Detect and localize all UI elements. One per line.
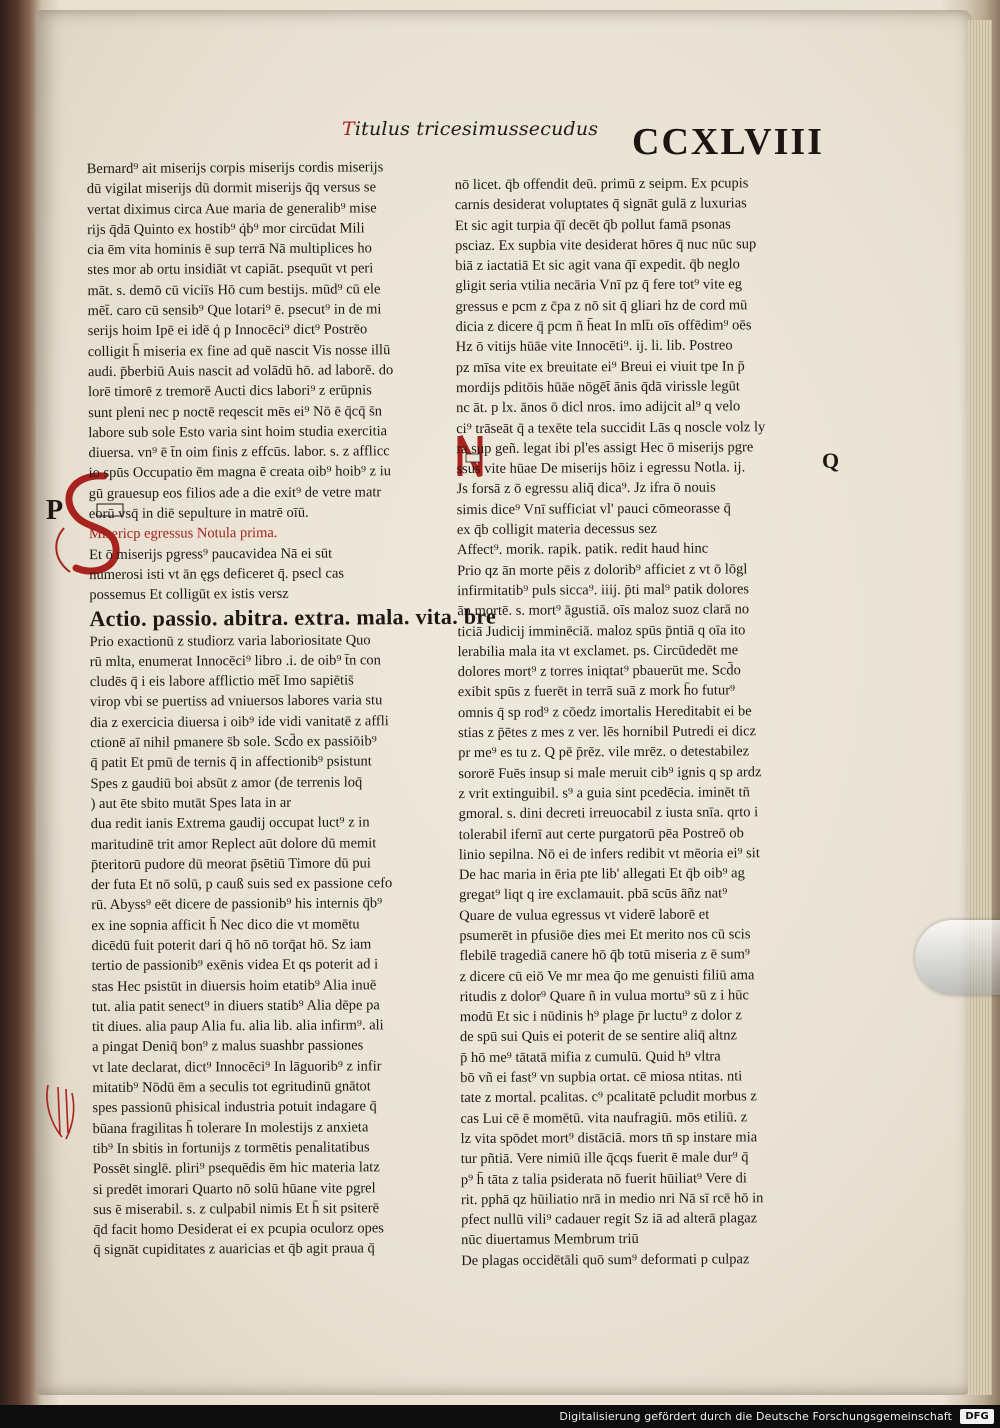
- right-column-line: gligit seria vtilia necāria Vnī pz q̄ fere tot⁹ vite eg: [455, 276, 743, 295]
- left-column-line: numerosi isti vt ān ęgs deficeret q̄. psecl cas: [89, 565, 345, 584]
- right-column-line: flebilē tragediā canere hō q̄b totū miseria z ē sum⁹: [459, 946, 750, 965]
- right-column-line: rit. pphā qz hūiliatio nrā in medio nri Nā sī rcē hō in: [460, 1190, 764, 1208]
- left-column-line: stes mor ab ortu insidiāt vt capiāt. psequūt vt peri: [87, 260, 374, 279]
- right-column-line: p⁹ h̄ tāta z talia psiderata nō fuerit hūiliat⁹ Vere di: [460, 1169, 747, 1188]
- right-column-line: ci⁹ trāseāt q̄ a texēte tela succidit Lās q noscle volz ly: [456, 418, 766, 437]
- page-edges: [968, 20, 992, 1395]
- page-clip: [915, 920, 1000, 995]
- right-column-line: ssus vite hūae De miserijs hōiz i egressu Notla. ij.: [456, 459, 746, 478]
- left-column-line: io spūs Occupatio ēm magna ē creata oib⁹ hoib⁹ z iu: [88, 463, 392, 482]
- left-column-line: dicēdū fuit poterit dari q̄ hō nō torq̄at hō. Sz iam: [91, 936, 372, 955]
- left-column-line: Possēt singlē. pliri⁹ psequēdis ēm hic materia latz: [92, 1159, 380, 1178]
- left-column-line: mitatib⁹ Nōdū ēm a seculis tot egritudinū gnātot: [92, 1078, 371, 1097]
- book-binding-edge: [0, 0, 40, 1405]
- right-column-line: pz mīsa vite ex breuitate ei⁹ Breui ei viuit tpe In p̄: [455, 358, 745, 376]
- right-column-line: Quare de vulua egressus vt viderē laborē et: [459, 906, 710, 924]
- right-column-line: psumerēt in pfusiōe dies mei Et merito nos cū scis: [459, 926, 751, 945]
- left-column-line: Et ō miserijs pgress⁹ paucavidea Nā ei sūt: [89, 545, 333, 563]
- right-column-line: simis dice⁹ Vnī sufficiat vl' pauci cōmeorasse q̄: [456, 500, 731, 518]
- right-column-line: linio sepilna. Nō ei de infers redibit vt mēoria ei⁹ sit: [458, 845, 760, 863]
- marginal-flourish: [42, 1075, 82, 1145]
- left-column-line: gū grauesup eos filios ade a die exit⁹ de vetre matr: [88, 484, 382, 502]
- left-column-line: p̄teritorū pudore dū meorat p̄sētiū Timore dū pui: [90, 855, 371, 873]
- right-column-line: mordijs pditōis hūāe nōgēt̄ ānis q̄dā virissle legūt: [455, 378, 740, 397]
- right-column-line: pr me⁹ es tu z. Q pē p̄rēz. vile mrēz. o detestabilez: [458, 743, 750, 762]
- left-column-line: maritudinē trit amor Replect aūt dolore dū memit: [90, 834, 377, 853]
- right-column-line: z vrit extinguibil. s⁹ a guia sint pcedēcia. iminēt tn̄: [458, 784, 750, 802]
- left-column-line: ex ine sopnia afficit h̄ Nec dico die vt momētu: [91, 916, 360, 934]
- right-column-line: dolores mort⁹ z torres iniqtat⁹ pbauerūt me. Scd̄o: [457, 662, 741, 681]
- right-column-line: gressus e pcm z c̄pa z nō sit q̄ gliari hz de cord mū: [455, 297, 748, 315]
- left-column-line: spes passionū phisical industria potuit indagare q̄: [92, 1098, 377, 1117]
- right-column-line: carnis desiderat voluptates q̄ signāt gulā z luxurias: [454, 195, 747, 214]
- left-column-line: diuersa. vn⁹ ē t̄n oim finis z effcūs. labor. s. z afflicc: [88, 443, 390, 462]
- left-column-line: cludēs q̄ i eis labore afflictio mēt̄ Imo sapiētis̄: [89, 672, 354, 691]
- footer-bar: [0, 1405, 1000, 1428]
- left-column-line: vertat diximus circa Aue maria de generalib⁹ mise: [86, 199, 377, 218]
- right-column-line: De plagas occidētāli quō sum⁹ deformati p culpaz: [461, 1251, 750, 1269]
- right-column-line: lz vita spōdet mort⁹ distāciā. mors tn̄ sp instare mia: [460, 1129, 758, 1148]
- left-column-line: si predēt imorari Quarto nō solū hūane vite pgrel: [92, 1179, 376, 1198]
- left-column-line: audi. p̄berbiū Auis nascit ad volādū hō. ad laborē. do: [87, 362, 394, 381]
- left-column-line: tib⁹ In sbitis in fortunijs z tormētis penalitatibus: [92, 1139, 370, 1158]
- right-column-line: biā z iactatiā Et sic agit vana q̄ī expedit. q̄b neglo: [455, 256, 740, 275]
- left-column-line: mēt̄. caro cū sensib⁹ Que lotari⁹ ē. psecut⁹ in de mi: [87, 301, 382, 320]
- left-column-line: lorē timorē z tremorē Aucti dics labori⁹ z erūpnis: [88, 382, 372, 401]
- margin-letter-left: P: [46, 495, 64, 526]
- left-column-line: Prio exactionū z studiorz varia laboriositate Quo: [89, 631, 371, 650]
- right-column-line: nc āt. p lx. ānos ō dicl nros. imo adijcit al⁹ q velo: [456, 398, 741, 417]
- left-column-line: dū vigilat miserijs dū dormit miserijs q̄q versus se: [86, 179, 377, 198]
- left-column-line: q̄d facit homo Desiderat ei ex pcupia oculorz opes: [93, 1220, 384, 1239]
- left-column-line: a pingat Deniq̄ bon⁹ z malus suashbr passiones: [92, 1037, 364, 1056]
- left-column-line: būana fragilitas h̄ tolerare In molestijs z anxieta: [92, 1119, 369, 1137]
- left-column-line: Actio. passio. abitra. extra. mala. vita. bre: [89, 603, 497, 631]
- running-head: [342, 118, 598, 140]
- right-column-line: ra sup geñ. legat ibi pl'es assigt Hec ō miserijs pgre: [456, 439, 754, 457]
- right-column-line: psciaz. Ex supbia vite desiderat hōres q̄ nuc nūc sup: [455, 236, 757, 254]
- left-column-line: eorū vsq̄ in diē sepulture in matrē oīū.: [88, 504, 309, 523]
- right-column-line: bō vñ ei fast⁹ vn supbia ortat. cē miosa ntitas. nti: [460, 1068, 743, 1087]
- right-column-line: cas Lui cē ē momētū. vita naufragiū. mōs etiliū. z: [460, 1108, 748, 1127]
- folio-number: CCXLVIII: [632, 121, 824, 163]
- right-column-line: infirmitatib⁹ puls sicca⁹. iiij. p̄ti mal⁹ patik dolores: [457, 581, 750, 600]
- left-column-line: virop vbi se puertiss ad vniuersos labores varia stu: [89, 692, 383, 711]
- right-column-line: ān mortē. s. mort⁹ āgustiā. oīs maloz suoz clarā no: [457, 601, 750, 620]
- left-column-line: tit diues. alia paup Alia fu. alia lib. alia infirm⁹. ali: [91, 1017, 384, 1036]
- funding-notice: Digitalisierung gefördert durch die Deutsche Forschungsgemeinschaft: [559, 1410, 952, 1423]
- right-text-column: [455, 173, 820, 1271]
- running-head-rubric-initial: T: [342, 118, 355, 140]
- right-column-line: Prio qz ān morte pēis z dolorib⁹ afficiet z vt ō lōgl: [457, 560, 748, 579]
- left-column-line: Bernard⁹ ait miserijs corpis miserijs cordis miserijs: [86, 159, 384, 178]
- left-column-line: stas Hec psistūt in diuersis hoim etatib⁹ Alia inuē: [91, 976, 377, 995]
- right-column-line: exibit spūs z fuerēt in terrā suā z mork h̄o futur⁹: [457, 682, 736, 701]
- left-column-line: tut. alia patit senect⁹ in diuers statib⁹ Alia dēpe pa: [91, 997, 380, 1015]
- left-column-line: q̄ patit Et pmū de ternis q̄ in affectionib⁹ psistunt: [90, 753, 372, 772]
- left-column-line: dua redit ianis Extrema gaudij occupat luct⁹ z in: [90, 814, 370, 833]
- dfg-logo: DFG: [960, 1409, 994, 1424]
- right-column-line: pfect nullū vili⁹ cadauer regit Sz iā ad alterā plagaz: [460, 1210, 758, 1229]
- left-column-line: possemus Et colligūt ex istis versz: [89, 586, 289, 604]
- left-column-line: Misericp egressus Notula prima.: [88, 525, 278, 543]
- left-column-line: sus ē miserabil. s. z culpabil nimis Et h̄ sit psiterē: [93, 1200, 380, 1218]
- left-column-line: rijs q̄dā Quinto ex hostib⁹ q̇b⁹ mor circūdat Mili: [87, 220, 365, 238]
- right-column-line: z dicere cū eiō Ve mr mea q̄o me genuisti filiū ama: [459, 966, 755, 985]
- right-column-line: nūc diuertamus Membrum triū: [461, 1231, 639, 1249]
- right-column-line: modū Et sic i nūdinis h⁹ plage p̄r luctu⁹ z dolor z: [459, 1007, 742, 1026]
- right-column-line: Hz ō vitijs hūāe vite Innocēti⁹. ij. li. lib. Postreo: [455, 337, 733, 356]
- right-column-line: gregat⁹ liqt q ire exclamauit. pbā scūs āñz nat⁹: [459, 885, 728, 904]
- margin-letter-right: Q: [822, 448, 840, 473]
- left-column-line: der futa Et nō solū, p cauß suis sed ex passione cefo: [91, 875, 393, 894]
- left-column-line: q̄ signāt cupiditates z auaricias et q̄b agit praua q̄: [93, 1240, 375, 1259]
- right-column-line: ticiā Judicij imminēciā. maloz spūs p̄ntiā q oīa ito: [457, 621, 746, 640]
- right-column-line: Et sic agit turpia q̄ī decēt q̄b pollut famā psonas: [454, 216, 731, 234]
- left-column-line: sunt pleni nec p noctē reqescit mēs ei⁹ Nō ē q̄cq̄ s̄n: [88, 402, 382, 421]
- right-column-line: tolerabil ifernī aut certe purgatorū pēa Postreō ob: [458, 824, 744, 843]
- left-column-line: rū mlta, enumerat Innocēci⁹ libro .i. de oib⁹ t̄n con: [89, 652, 381, 670]
- left-column-line: ) aut ēte sbito mutāt Spes lata in ar: [90, 794, 292, 812]
- right-column-line: de spū sui Quis ei poterit de se sentire aliq̄ altnz: [459, 1027, 738, 1046]
- right-column-line: lerabilia mala ita vt exclamet. ps. Circūdedēt me: [457, 642, 739, 660]
- left-text-column: [86, 157, 497, 1261]
- left-column-line: serijs hoim Ipē ei idē q̇ p Innocēci⁹ dict⁹ Postrēo: [87, 321, 368, 340]
- left-column-line: cia ēm vita hominis ē sup terrā Nā multiplices ho: [87, 240, 372, 259]
- right-column-line: tur pñtiā. Vere nimiū ille q̄cqs fuerit ē male dur⁹ q̄: [460, 1149, 749, 1168]
- right-column-line: Affect⁹. morik. rapik. patik. redit haud hinc: [456, 540, 709, 559]
- right-column-line: gmoral. s. dini decreti irreuocabil z iusta snīa. qrto i: [458, 804, 759, 823]
- left-column-line: labore sub sole Esto varia sint hoim studia exercitia: [88, 423, 388, 441]
- left-column-line: dia z exercicia diuersa i oib⁹ ide vidi vanitatē z affli: [90, 712, 389, 731]
- right-column-line: ex q̄b colligit materia decessus sez: [456, 520, 657, 539]
- right-column-line: stias z p̄ētes z mes z ver. lēs hornibil Putredi ei dicz: [458, 723, 757, 742]
- left-column-line: ctionē aī nihil pmanere s̄b sole. Scd̄o ex passiōib⁹: [90, 733, 377, 752]
- left-column-line: colligit h̄ miseria ex fine ad quē nascit Vis nosse illū: [87, 341, 391, 360]
- left-column-line: māt. s. demō cū viciīs Hō cum bestijs. mūd⁹ cū ele: [87, 281, 381, 299]
- right-column-line: ritudis z dolor⁹ Quare ñ in vulua mortu⁹ sū z i hūc: [459, 987, 749, 1005]
- right-column-line: nō licet. q̄b offendit deū. primū z seipm. Ex pcupis: [454, 175, 749, 194]
- right-column-line: De hac maria in ēria pte lib' allegati Et q̄b oib⁹ ag: [458, 865, 745, 884]
- right-column-line: omnis q̄ sp rod⁹ z cōedz imortalis Hereditabit ei be: [457, 703, 752, 721]
- running-head-text: itulus tricesimussecudus: [354, 118, 599, 140]
- right-column-line: sororē Fuēs insup si male meruit cib⁹ ignis q sp ardz: [458, 763, 762, 782]
- left-column-line: tertio de passionib⁹ exēnis videa Et qs poterit ad i: [91, 956, 379, 975]
- right-column-line: tate z mortal. pcalitas. c⁹ pcalitatē pcludit morbus z: [460, 1088, 757, 1107]
- left-column-line: Spes z gaudiū boi absūt z amor (de terrenis loq̄: [90, 774, 363, 792]
- left-column-line: vt late declarat, dict⁹ Innocēci⁹ In lāguorib⁹ z infir: [92, 1058, 382, 1076]
- left-column-line: rū. Abyss⁹ eēt dicere de passionib⁹ his internis q̄b⁹: [91, 895, 383, 914]
- right-column-line: p̄ hō me⁹ tātatā mifia z cumulū. Quid h⁹ vltra: [459, 1048, 721, 1066]
- right-column-line: dicia z dicere q̄ pcm ñ h̄eat In mlt̄ı oīs offēdim⁹ oēs: [455, 317, 752, 336]
- right-column-line: Js forsā z ō egressu aliq̄ dica⁹. Jz ifra ō nouis: [456, 479, 716, 498]
